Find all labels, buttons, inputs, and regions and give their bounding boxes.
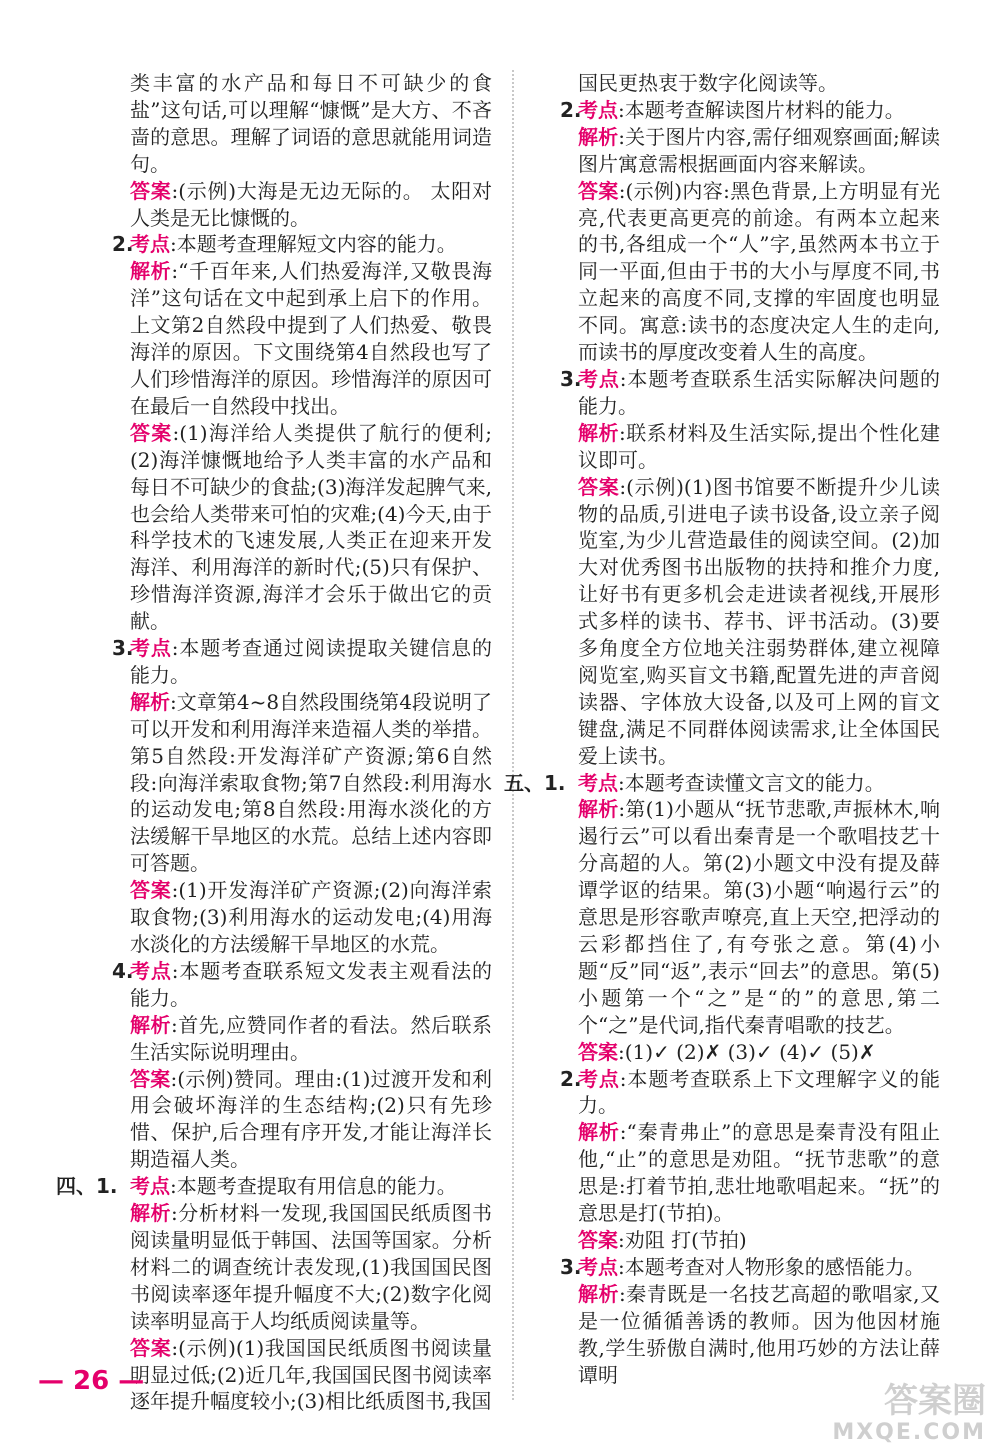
- section-5-question-1: [504, 770, 940, 797]
- kaodian-text: :本题考查对人物形象的感悟能力。: [618, 1254, 925, 1279]
- answer-label: 答案: [578, 1039, 618, 1064]
- analysis-block: [92, 1012, 492, 1066]
- answer-block: [92, 1066, 492, 1174]
- analysis-text: :第(1)小题从“抚节悲歌,声振林木,响遏行云”可以看出秦青是一个歌唱技艺十分高超的人。第(2)小题文中没有提及薛谭学讴的结果。第(3)小题“响遏行云”的意思是形容歌声嘹亮,直上天空,把浮动的云彩都挡住了,有夸张之意。第(4)小题“反”同“返”,表示“回去”的意思。第(5)小题第一个“之”是“的”的意思,第二个“之”是代词,指代秦青唱歌的技艺。: [578, 797, 940, 1037]
- answer-text: :(1)海洋给人类提供了航行的便利;(2)海洋慷慨地给予人类丰富的水产品和每日不可缺少的食盐;(3)海洋发起脾气来,也会给人类带来可怕的灾难;(4)今天,由于科学技术的飞速发展,人类正在迎来开发海洋、利用海洋的新时代;(5)只有保护、珍惜海洋资源,海洋才会乐于做出它的贡献。: [130, 420, 493, 634]
- question-number: 2.: [560, 1066, 582, 1091]
- analysis-text: :秦青既是一名技艺高超的歌唱家,又是一位循循善诱的教师。因为他因材施教,学生骄傲自满时,他用巧妙的方法让薛谭明: [578, 1281, 940, 1387]
- answer-label: 答案: [130, 878, 172, 903]
- analysis-label: 解析: [130, 259, 172, 284]
- section-5-question-2: [540, 1066, 940, 1120]
- kaodian-text: :本题考查解读图片材料的能力。: [618, 97, 905, 122]
- analysis-text: :首先,应赞同作者的看法。然后联系生活实际说明理由。: [130, 1012, 492, 1064]
- kaodian-text: :本题考查联系生活实际解决问题的能力。: [578, 366, 940, 418]
- watermark-text: 答案圈: [884, 1381, 986, 1421]
- answer-text: :(示例)赞同。理由:(1)过渡开发和利用会破坏海洋的生态结构;(2)只有先珍惜、保护,后合理有序开发,才能让海洋长期造福人类。: [130, 1066, 492, 1172]
- answer-text: :(1)开发海洋矿产资源;(2)向海洋索取食物;(3)利用海水的运动发电;(4)用海水淡化的方法缓解干旱地区的水荒。: [130, 878, 493, 956]
- analysis-text: :“秦青弗止”的意思是秦青没有阻止他,“止”的意思是劝阻。“抚节悲歌”的意思是:打着节拍,悲壮地歌唱起来。“抚”的意思是打(节拍)。: [578, 1120, 941, 1226]
- analysis-block: [540, 1119, 940, 1227]
- section-4-question-1: [56, 1173, 492, 1200]
- answer-block: [92, 877, 492, 958]
- kaodian-text: :本题考查提取有用信息的能力。: [170, 1174, 457, 1199]
- analysis-label: 解析: [130, 1201, 171, 1226]
- kaodian-text: :本题考查联系短文发表主观看法的能力。: [130, 958, 492, 1010]
- analysis-block: [540, 1281, 940, 1389]
- answer-label: 答案: [130, 178, 172, 203]
- question-number: 3.: [112, 636, 134, 661]
- kaodian-label: 考点: [130, 958, 172, 983]
- analysis-label: 解析: [578, 1281, 619, 1306]
- analysis-label: 解析: [578, 1120, 620, 1145]
- answer-block: [540, 178, 940, 366]
- kaodian-label: 考点: [578, 97, 618, 122]
- question-number: 3.: [560, 366, 582, 391]
- analysis-block: [540, 124, 940, 178]
- kaodian-label: 考点: [578, 770, 618, 795]
- section-question-number: 五、1.: [504, 770, 566, 795]
- analysis-label: 解析: [130, 689, 171, 714]
- watermark-url: MXQE.COM: [832, 1420, 986, 1445]
- answer-label: 答案: [578, 178, 619, 203]
- answer-block: [540, 1227, 940, 1254]
- right-column: [504, 70, 941, 1388]
- analysis-label: 解析: [578, 420, 619, 445]
- question-3: [92, 635, 492, 689]
- column-divider: [512, 70, 514, 1400]
- section-question-number: 四、1.: [56, 1174, 118, 1199]
- section-5-question-3: [540, 1254, 940, 1281]
- answer-text: :劝阻 打(节拍): [618, 1227, 747, 1252]
- answer-text: :(1)✓ (2)✗ (3)✓ (4)✓ (5)✗: [618, 1039, 876, 1064]
- question-2: [92, 231, 492, 258]
- analysis-block: [92, 258, 492, 419]
- paragraph-continued: 类丰富的水产品和每日不可缺少的食盐”这句话,可以理解“慷慨”是大方、不吝啬的意思。理解了词语的意思就能用词造句。: [130, 71, 492, 176]
- analysis-text: :联系材料及生活实际,提出个性化建议即可。: [578, 420, 940, 472]
- answer-label: 答案: [578, 474, 620, 499]
- kaodian-label: 考点: [578, 1066, 620, 1091]
- kaodian-label: 考点: [578, 1254, 618, 1279]
- answer-label: 答案: [578, 1227, 618, 1252]
- kaodian-label: 考点: [130, 1174, 170, 1199]
- answer-label: 答案: [130, 1335, 172, 1360]
- analysis-label: 解析: [578, 124, 619, 149]
- question-number: 2.: [560, 97, 582, 122]
- paragraph-continued: 国民更热衷于数字化阅读等。: [578, 71, 838, 95]
- question-number: 2.: [112, 232, 134, 257]
- answer-block: [540, 1039, 940, 1066]
- answer-block: [92, 1335, 492, 1416]
- answer-block: [92, 178, 492, 232]
- analysis-text: :“千百年来,人们热爱海洋,又敬畏海洋”这句话在文中起到承上启下的作用。上文第2自然段中提到了人们热爱、敬畏海洋的原因。下文围绕第4自然段也写了人们珍惜海洋的原因。珍惜海洋的原因可在最后一自然段中找出。: [130, 259, 492, 418]
- question-number: 4.: [112, 958, 134, 983]
- analysis-text: :关于图片内容,需仔细观察画面;解读图片寓意需根据画面内容来解读。: [578, 124, 940, 176]
- question-4: [92, 958, 492, 1012]
- answer-block: [540, 474, 940, 770]
- answer-text: :(示例)大海是无边无际的。 太阳对人类是无比慷慨的。: [130, 178, 493, 230]
- page-number: — 26 —: [38, 1366, 145, 1396]
- answer-text: :(示例)(1)我国国民纸质图书阅读量明显过低;(2)近几年,我国国民图书阅读率逐年提升幅度较小;(3)相比纸质图书,我国: [130, 1335, 492, 1414]
- analysis-label: 解析: [130, 1012, 171, 1037]
- question-3: [540, 366, 940, 420]
- answer-label: 答案: [130, 1066, 171, 1091]
- watermark-logo: [832, 1381, 986, 1449]
- kaodian-label: 考点: [130, 636, 172, 661]
- answer-block: [92, 420, 492, 635]
- analysis-block: [540, 420, 940, 474]
- analysis-text: :文章第4~8自然段围绕第4段说明了可以开发和利用海洋来造福人类的举措。第5自然段:开发海洋矿产资源;第6自然段:向海洋索取食物;第7自然段:利用海水的运动发电;第8自然段:用海水淡化的方法缓解干旱地区的水荒。总结上述内容即可答题。: [130, 689, 493, 876]
- kaodian-text: :本题考查通过阅读提取关键信息的能力。: [130, 636, 492, 687]
- answer-text: :(示例)(1)图书馆要不断提升少儿读物的品质,引进电子读书设备,设立亲子阅览室,为少儿营造最佳的阅读空间。(2)加大对优秀图书出版物的扶持和推介力度,让好书有更多机会走进读者视线,开展形式多样的读书、荐书、评书活动。(3)要多角度全方位地关注弱势群体,建立视障阅览室,购买盲文书籍,配置先进的声音阅读器、字体放大设备,以及可上网的盲文键盘,满足不同群体阅读需求,让全体国民爱上读书。: [578, 474, 940, 768]
- question-2: [540, 97, 940, 124]
- question-number: 3.: [560, 1254, 582, 1279]
- analysis-block: [540, 796, 940, 1038]
- kaodian-label: 考点: [130, 232, 170, 257]
- kaodian-text: :本题考查理解短文内容的能力。: [170, 232, 457, 257]
- analysis-text: :分析材料一发现,我国国民纸质图书阅读量明显低于韩国、法国等国家。分析材料二的调查统计表发现,(1)我国国民图书阅读率逐年提升幅度不大;(2)数字化阅读率明显高于人均纸质阅读量等。: [130, 1201, 492, 1333]
- answer-text: :(示例)内容:黑色背景,上方明显有光亮,代表更高更亮的前途。有两本立起来的书,各组成一个“人”字,虽然两本书立于同一平面,但由于书的大小与厚度不同,书立起来的高度不同,支撑的牢固度也明显不同。寓意:读书的态度决定人生的走向,而读书的厚度改变着人生的高度。: [578, 178, 941, 365]
- answer-label: 答案: [130, 420, 173, 445]
- kaodian-label: 考点: [578, 366, 620, 391]
- analysis-block: [92, 689, 492, 877]
- analysis-label: 解析: [578, 797, 619, 822]
- kaodian-text: :本题考查联系上下文理解字义的能力。: [578, 1066, 940, 1118]
- analysis-block: [92, 1200, 492, 1335]
- kaodian-text: :本题考查读懂文言文的能力。: [618, 770, 885, 795]
